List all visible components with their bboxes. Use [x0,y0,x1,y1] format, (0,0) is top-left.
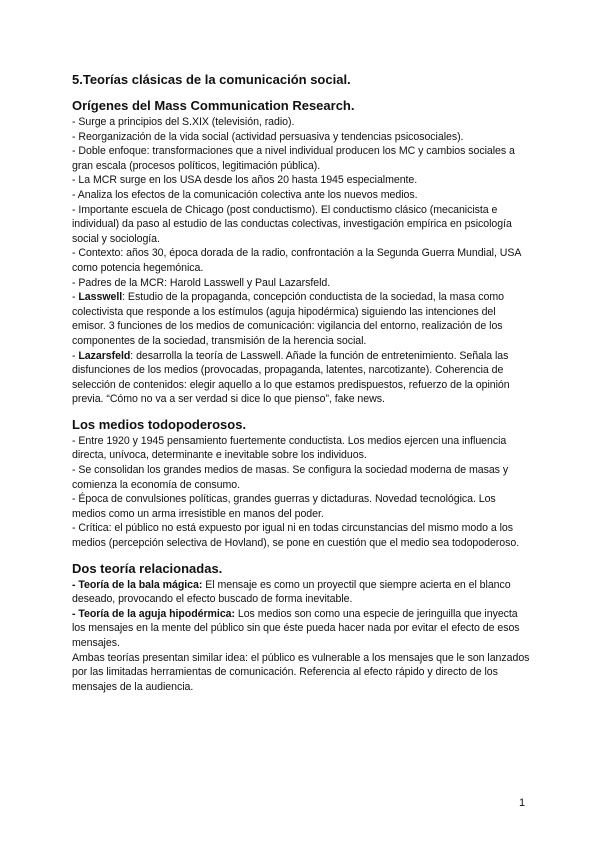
section-origenes [72,98,530,407]
bullet-item-lazarsfeld [72,349,530,407]
bullet-item-lasswell [72,290,530,348]
section-dos-teorias [72,561,530,695]
term-lazarsfeld: Lazarsfeld [78,349,131,362]
bullet-text: El mensaje es como un proyectil que siempre acierta en el blanco deseado, provocando el efecto buscado de forma inevitable. [72,578,511,606]
bullet-item-aguja-hipodermica [72,607,530,651]
document-title: 5.Teorías clásicas de la comunicación social. [72,72,351,87]
bullet-item: - Importante escuela de Chicago (post conductismo). El conductismo clásico (mecanicista e individual) da paso al estudio de las conductas colectivas, investigación empírica en psicología social y sociología. [72,203,512,245]
page-number: 1 [519,797,526,809]
bullet-item: - Contexto: años 30, época dorada de la radio, confrontación a la Segunda Guerra Mundial, USA como potencia hegemónica. [72,247,521,274]
bullet-text: Los medios son como una especie de jeringuilla que inyecta los mensajes en la mente del público sin que éste pueda hacer nada por evitar el efecto de esos mensajes. [72,607,520,649]
section-medios-todopoderosos [72,417,530,551]
section-heading: Dos teoría relacionadas. [72,560,223,576]
paragraph: Ambas teorías presentan similar idea: el público es vulnerable a los mensajes que le son lanzados por las limitadas herramientas de comunicación. Referencia al efecto rápido y directo de los mensajes de la audiencia. [72,651,530,693]
bullet-item: - Época de convulsiones políticas, grandes guerras y dictaduras. Novedad tecnológica. Los medios como un arma irresistible en manos del poder. [72,493,496,520]
bullet-lead: - [72,349,79,362]
bullet-item: - Analiza los efectos de la comunicación colectiva ante los nuevos medios. [72,188,418,201]
bullet-item: - Crítica: el público no está expuesto por igual ni en todas circunstancias del mismo modo a los medios (percepción selectiva de Hovland), se pone en cuestión que el medio sea todopoderoso. [72,522,520,550]
term-bala-magica: - Teoría de la bala mágica: [72,578,203,591]
bullet-item: - Entre 1920 y 1945 pensamiento fuertemente conductista. Los medios ejercen una influencia directa, unívoca, determinante e inevitable sobre los individuos. [72,434,507,462]
term-lasswell: Lasswell [78,291,123,304]
bullet-item: - Reorganización de la vida social (actividad persuasiva y tendencias psicosociales). [72,130,464,143]
term-aguja-hipodermica: - Teoría de la aguja hipodérmica: [72,607,235,620]
bullet-item: - Surge a principios del S.XIX (televisión, radio). [72,116,295,128]
bullet-item-bala-magica [72,578,530,607]
bullet-lead: - [72,291,79,304]
section-heading: Los medios todopoderosos. [72,416,247,432]
bullet-text: : Estudio de la propaganda, concepción conductista de la sociedad, la masa como colectivista que responde a los estímulos (aguja hipodérmica) siguiendo las intenciones del emisor. 3 funciones de los medios de comunicación: vigilancia del entorno, realización de los componentes de la sociedad, transmisión de la herencia social. [72,291,504,347]
bullet-item: - Padres de la MCR: Harold Lasswell y Paul Lazarsfeld. [72,276,331,289]
bullet-item: - Se consolidan los grandes medios de masas. Se configura la sociedad moderna de masas y comienza la economía de consumo. [72,464,509,491]
section-heading: Orígenes del Mass Communication Research. [72,98,355,113]
bullet-text: : desarrolla la teoría de Lasswell. Añade la función de entretenimiento. Señala las disfunciones de los medios (provocadas, propaganda, latentes, narcotizante). Coherencia de selección de contenidos: elegir aquello a lo que estamos predispuestos, refuerzo de la opinión previa. “Cómo no va a ser verdad si dice lo que pienso”, fake news. [72,349,510,406]
bullet-item: - La MCR surge en los USA desde los años 20 hasta 1945 especialmente. [72,174,418,187]
bullet-item: - Doble enfoque: transformaciones que a nivel individual producen los MC y cambios sociales a gran escala (procesos políticos, legitimación pública). [72,145,515,172]
page-content [72,72,530,704]
